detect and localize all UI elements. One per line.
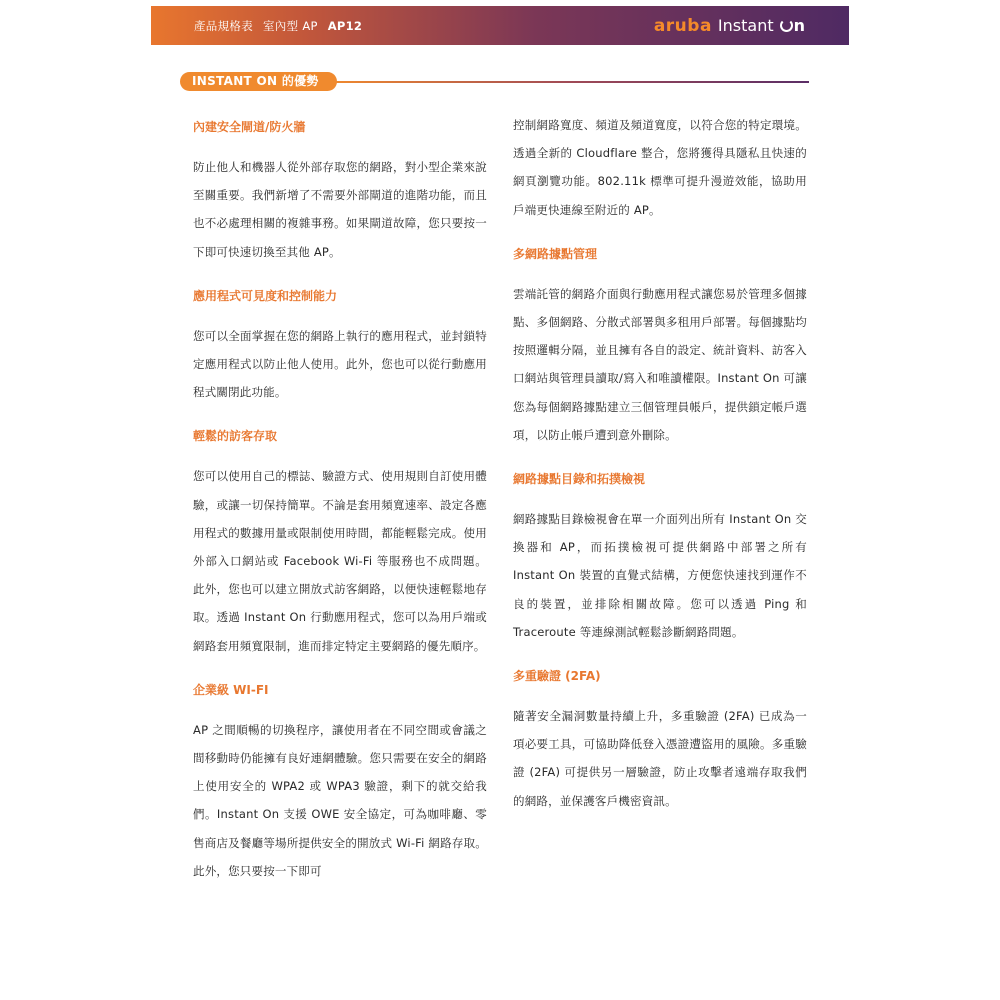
- header-breadcrumb: [194, 18, 362, 34]
- section-security-gateway: [193, 117, 487, 266]
- section-inventory-topology: [513, 469, 807, 646]
- section-title: 網路據點目錄和拓撲檢視: [513, 472, 646, 487]
- section-body: 雲端託管的網路介面與行動應用程式讓您易於管理多個據點、多個網路、分散式部署與多租用戶部署。每個據點均按照邏輯分隔，並且擁有各自的設定、統計資料、訪客入口網站與管理員讀取/寫入和唯讀權限。Instant On 可讓您為每個網路據點建立三個管理員帳戶，提供鎖定帳戶選項，以防止帳戶遭到意外刪除。: [513, 286, 807, 442]
- section-title: 企業級 WI-FI: [193, 682, 269, 697]
- power-ring-icon: [780, 19, 793, 32]
- model-name: AP12: [327, 18, 363, 33]
- brand-instant-wordmark: Instant: [717, 16, 774, 35]
- section-body: 控制網路寬度、頻道及頻道寬度，以符合您的特定環境。透過全新的 Cloudflare 整合，您將獲得具隱私且快速的網頁瀏覽功能。802.11k 標準可提升漫遊效能，協助用戶端更快連線至附近的 AP。: [513, 118, 807, 217]
- brand-on-mark: n: [780, 16, 805, 35]
- doc-type: 產品規格表: [194, 18, 253, 33]
- section-body: 網路據點目錄檢視會在單一介面列出所有 Instant On 交換器和 AP，而拓撲檢視可提供網路中部署之所有 Instant On 裝置的直覺式結構，方便您快速找到運作不良的裝置，並排除相關故障。您可以透過 Ping 和 Traceroute 等連線測試輕鬆診斷網路問題。: [513, 512, 807, 639]
- left-column: [193, 117, 487, 905]
- section-body: 您可以全面掌握在您的網路上執行的應用程式，並封鎖特定應用程式以防止他人使用。此外，您也可以從行動應用程式關閉此功能。: [193, 328, 487, 400]
- right-column: [513, 117, 807, 835]
- section-enterprise-wifi: [193, 680, 487, 885]
- ribbon-label: INSTANT ON 的優勢: [180, 72, 337, 91]
- section-body: 隨著安全漏洞數量持續上升，多重驗證 (2FA) 已成為一項必要工具，可協助降低登入憑證遭盜用的風險。多重驗證 (2FA) 可提供另一層驗證，防止攻擊者遠端存取我們的網路，並保護客戶機密資訊。: [513, 709, 807, 808]
- section-title: 內建安全閘道/防火牆: [193, 120, 306, 134]
- section-title: 應用程式可見度和控制能力: [193, 288, 338, 303]
- section-body: 防止他人和機器人從外部存取您的網路，對小型企業來說至關重要。我們新增了不需要外部閘道的進階功能，而且也不必處理相關的複雜事務。如果閘道故障，您只要按一下即可快速切換至其他 AP。: [193, 160, 487, 259]
- section-body: 您可以使用自己的標誌、驗證方式、使用規則自訂使用體驗，或讓一切保持簡單。不論是套用頻寬速率、設定各應用程式的數據用量或限制使用時間，都能輕鬆完成。使用外部入口網站或 Facebook Wi-Fi 等服務也不成問題。此外，您也可以建立開放式訪客網路，以便快速輕鬆地存取。透過 Instant On 行動應用程式，您可以為用戶端或網路套用頻寬限制，進而排定特定主要網路的優先順序。: [193, 469, 487, 653]
- doc-subtitle: 室內型 AP: [262, 18, 318, 33]
- section-ribbon: [180, 72, 809, 92]
- section-guest-access: [193, 426, 487, 659]
- spec-sheet-page: [151, 6, 849, 996]
- ribbon-divider-line: [330, 81, 809, 83]
- section-body: AP 之間順暢的切換程序，讓使用者在不同空間或會議之間移動時仍能擁有良好連網體驗。您只需要在安全的網路上使用安全的 WPA2 或 WPA3 驗證，剩下的就交給我們。Instant On 支援 OWE 安全協定，可為咖啡廳、零售商店及餐廳等場所提供安全的開放式 Wi-Fi 網路存取。此外，您只要按一下即可: [193, 722, 487, 878]
- section-2fa: [513, 666, 807, 815]
- section-title: 多網路據點管理: [513, 246, 598, 261]
- section-wifi-continued: [513, 111, 807, 224]
- section-title: 多重驗證 (2FA): [513, 669, 601, 684]
- brand-logo: [654, 16, 805, 36]
- section-title: 輕鬆的訪客存取: [193, 429, 278, 444]
- section-app-visibility: [193, 286, 487, 407]
- header-band: [151, 6, 849, 45]
- section-multi-site: [513, 244, 807, 449]
- brand-aruba-wordmark: aruba: [653, 15, 712, 36]
